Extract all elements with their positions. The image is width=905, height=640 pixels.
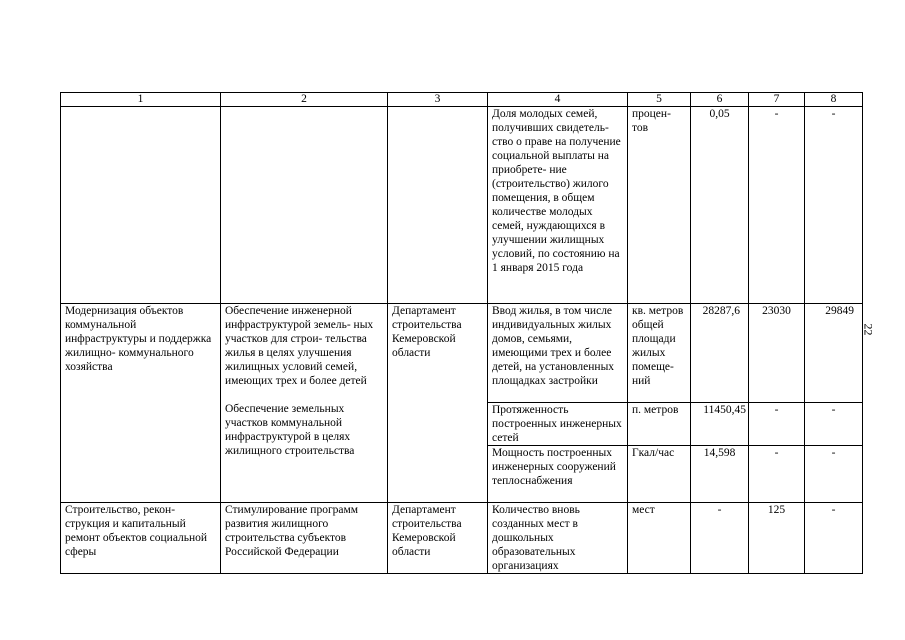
- unit-cell: кв. метров общей площади жилых помеще- ний: [628, 304, 691, 403]
- value-cell: 0,05: [691, 107, 749, 304]
- value-cell: -: [749, 446, 805, 503]
- header-cell: 8: [805, 93, 863, 107]
- value-cell: 11450,45: [691, 403, 749, 446]
- value-cell: -: [749, 403, 805, 446]
- header-cell: 1: [61, 93, 221, 107]
- table-row: [61, 503, 863, 574]
- measure-text: Обеспечение земельных участков коммунальной инфраструктурой в целях жилищного строительства: [225, 403, 355, 457]
- value-cell: -: [805, 503, 863, 574]
- value-cell: -: [749, 107, 805, 304]
- table-cell: [388, 107, 488, 304]
- indicator-cell: Доля молодых семей, получивших свидетель- ство о праве на получение социальной выплаты на приобрете- ние (строительство) жилого помещения, в общем количестве молодых семей, нуждающихся в улучшении жилищных условий, по состоянию на 1 января 2015 года: [488, 107, 628, 304]
- indicator-cell: Ввод жилья, в том числе индивидуальных жилых домов, семьями, имеющими трех и более детей, на установленных площадках застройки: [488, 304, 628, 403]
- indicator-cell: Мощность построенных инженерных сооружений теплоснабжения: [488, 446, 628, 503]
- department-cell: Департамент строительства Кемеровской области: [388, 503, 488, 574]
- measure-cell: [221, 304, 388, 503]
- table-cell: [61, 107, 221, 304]
- department-cell: Департамент строительства Кемеровской области: [388, 304, 488, 503]
- header-cell: 4: [488, 93, 628, 107]
- value-cell: 125: [749, 503, 805, 574]
- unit-cell: Гкал/час: [628, 446, 691, 503]
- header-cell: 7: [749, 93, 805, 107]
- section-cell: Модернизация объектов коммунальной инфраструктуры и поддержка жилищно- коммунального хозяйства: [61, 304, 221, 503]
- header-cell: 2: [221, 93, 388, 107]
- header-cell: 5: [628, 93, 691, 107]
- value-cell: -: [805, 403, 863, 446]
- page-number: 22: [861, 323, 876, 336]
- header-row: [61, 93, 863, 107]
- value-cell: -: [805, 107, 863, 304]
- value-cell: 14,598: [691, 446, 749, 503]
- table-cell: [221, 107, 388, 304]
- measure-cell: Стимулирование программ развития жилищного строительства субъектов Российской Федерации: [221, 503, 388, 574]
- unit-cell: процен- тов: [628, 107, 691, 304]
- value-cell: 28287,6: [691, 304, 749, 403]
- unit-cell: п. метров: [628, 403, 691, 446]
- measure-text: Обеспечение инженерной инфраструктурой земель- ных участков для строи- тельства жилья в целях улучшения жилищных условий семей, имеющих трех и более детей: [225, 305, 374, 387]
- indicator-cell: Количество вновь созданных мест в дошкольных образовательных организациях: [488, 503, 628, 574]
- value-cell: 23030: [749, 304, 805, 403]
- value-cell: 29849: [805, 304, 863, 403]
- unit-cell: мест: [628, 503, 691, 574]
- header-cell: 3: [388, 93, 488, 107]
- value-cell: -: [691, 503, 749, 574]
- value-cell: -: [805, 446, 863, 503]
- table-row: [61, 107, 863, 304]
- indicators-table: [60, 92, 863, 574]
- table-row: [61, 304, 863, 403]
- indicator-cell: Протяженность построенных инженерных сетей: [488, 403, 628, 446]
- header-cell: 6: [691, 93, 749, 107]
- section-cell: Строительство, рекон- струкция и капитальный ремонт объектов социальной сферы: [61, 503, 221, 574]
